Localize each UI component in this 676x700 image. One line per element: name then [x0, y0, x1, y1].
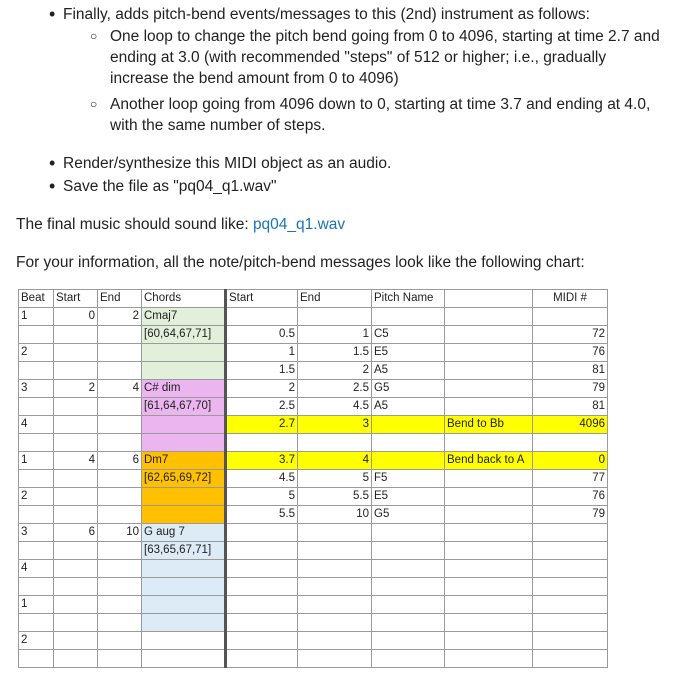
cell-pitch-name: G5 [372, 506, 445, 524]
cell-note-end: 1.5 [298, 344, 372, 362]
table-row [19, 506, 608, 524]
cell-start [54, 614, 98, 632]
header-note-end: End [298, 290, 372, 308]
cell-beat: 3 [19, 524, 54, 542]
cell-bend-label [445, 488, 533, 506]
cell-midi-number [533, 308, 608, 326]
cell-end [98, 470, 142, 488]
cell-note-start: 3.7 [226, 452, 298, 470]
cell-note-start: 5 [226, 488, 298, 506]
cell-end: 6 [98, 452, 142, 470]
cell-end [98, 560, 142, 578]
cell-end: 2 [98, 308, 142, 326]
cell-midi-number [533, 596, 608, 614]
cell-start: 4 [54, 452, 98, 470]
cell-start [54, 560, 98, 578]
cell-beat [19, 434, 54, 452]
cell-pitch-name [372, 452, 445, 470]
cell-note-start [226, 578, 298, 596]
cell-note-start: 1.5 [226, 362, 298, 380]
cell-beat: 4 [19, 560, 54, 578]
cell-midi-number: 76 [533, 488, 608, 506]
cell-start [54, 650, 98, 668]
cell-start: 6 [54, 524, 98, 542]
final-music-label: The final music should sound like: [16, 216, 253, 233]
header-note-start: Start [226, 290, 298, 308]
cell-midi-number [533, 542, 608, 560]
cell-note-end: 5.5 [298, 488, 372, 506]
cell-chords [142, 596, 226, 614]
cell-note-start: 0.5 [226, 326, 298, 344]
cell-midi-number: 72 [533, 326, 608, 344]
cell-midi-number [533, 560, 608, 578]
cell-bend-label [445, 362, 533, 380]
table-row [19, 632, 608, 650]
cell-note-end: 10 [298, 506, 372, 524]
cell-chords: [62,65,69,72] [142, 470, 226, 488]
cell-note-start: 1 [226, 344, 298, 362]
cell-beat [19, 398, 54, 416]
cell-start [54, 344, 98, 362]
cell-pitch-name: E5 [372, 488, 445, 506]
cell-bend-label: Bend back to A [445, 452, 533, 470]
cell-chords [142, 614, 226, 632]
cell-chords: Dm7 [142, 452, 226, 470]
table-row [19, 560, 608, 578]
header-midi-number: MIDI # [533, 290, 608, 308]
cell-end [98, 488, 142, 506]
cell-bend-label [445, 434, 533, 452]
cell-start [54, 434, 98, 452]
cell-end [98, 362, 142, 380]
cell-beat [19, 326, 54, 344]
cell-note-start: 2.7 [226, 416, 298, 434]
sub-bullet-text: One loop to change the pitch bend going from 0 to 4096, starting at time 2.7 and ending at 3.0 (with recommended "steps" of 512 or higher; i.e., gradually increase the bend amount from 0 to 4096) [110, 28, 660, 87]
cell-chords [142, 578, 226, 596]
cell-note-start [226, 614, 298, 632]
cell-pitch-name: F5 [372, 470, 445, 488]
cell-start [54, 488, 98, 506]
cell-chords [142, 434, 226, 452]
table-row [19, 524, 608, 542]
cell-end [98, 578, 142, 596]
table-row [19, 362, 608, 380]
cell-bend-label [445, 308, 533, 326]
cell-beat: 4 [19, 416, 54, 434]
cell-bend-label [445, 344, 533, 362]
cell-pitch-name [372, 434, 445, 452]
cell-pitch-name [372, 650, 445, 668]
cell-midi-number: 0 [533, 452, 608, 470]
header-beat: Beat [19, 290, 54, 308]
cell-chords [142, 632, 226, 650]
cell-pitch-name [372, 416, 445, 434]
cell-beat: 3 [19, 380, 54, 398]
table-row [19, 308, 608, 326]
cell-bend-label [445, 380, 533, 398]
cell-note-start [226, 650, 298, 668]
cell-bend-label [445, 506, 533, 524]
bullet-text: Save the file as "pq04_q1.wav" [63, 178, 277, 195]
cell-end [98, 344, 142, 362]
cell-pitch-name: A5 [372, 362, 445, 380]
cell-start [54, 470, 98, 488]
bullet-text: Render/synthesize this MIDI object as an audio. [63, 155, 392, 172]
cell-pitch-name: E5 [372, 344, 445, 362]
cell-midi-number [533, 434, 608, 452]
table-row [19, 578, 608, 596]
cell-chords [142, 650, 226, 668]
cell-note-end [298, 542, 372, 560]
cell-midi-number: 4096 [533, 416, 608, 434]
cell-bend-label [445, 560, 533, 578]
cell-note-end: 2.5 [298, 380, 372, 398]
cell-midi-number [533, 524, 608, 542]
cell-bend-label [445, 470, 533, 488]
cell-pitch-name [372, 614, 445, 632]
cell-note-start [226, 560, 298, 578]
table-row [19, 488, 608, 506]
audio-file-link[interactable]: pq04_q1.wav [252, 216, 346, 233]
cell-note-end [298, 524, 372, 542]
cell-start [54, 416, 98, 434]
bullet-icon: • [49, 176, 56, 196]
cell-start [54, 542, 98, 560]
cell-note-end [298, 560, 372, 578]
cell-start [54, 506, 98, 524]
header-bend-label [445, 290, 533, 308]
cell-note-end [298, 596, 372, 614]
cell-pitch-name [372, 524, 445, 542]
table-row [19, 650, 608, 668]
cell-bend-label: Bend to Bb [445, 416, 533, 434]
cell-pitch-name [372, 578, 445, 596]
header-pitch-name: Pitch Name [372, 290, 445, 308]
cell-end: 4 [98, 380, 142, 398]
cell-chords [142, 560, 226, 578]
cell-note-end: 2 [298, 362, 372, 380]
cell-midi-number: 81 [533, 362, 608, 380]
cell-bend-label [445, 650, 533, 668]
cell-bend-label [445, 326, 533, 344]
cell-chords: C# dim [142, 380, 226, 398]
cell-note-end: 5 [298, 470, 372, 488]
cell-chords: [61,64,67,70] [142, 398, 226, 416]
table-row [19, 596, 608, 614]
cell-bend-label [445, 632, 533, 650]
cell-note-end [298, 632, 372, 650]
cell-bend-label [445, 524, 533, 542]
cell-end [98, 650, 142, 668]
cell-start [54, 326, 98, 344]
header-start: Start [54, 290, 98, 308]
cell-beat [19, 506, 54, 524]
table-row [19, 614, 608, 632]
cell-chords [142, 488, 226, 506]
cell-note-end: 4.5 [298, 398, 372, 416]
cell-pitch-name [372, 596, 445, 614]
cell-bend-label [445, 398, 533, 416]
table-row [19, 344, 608, 362]
cell-note-end [298, 614, 372, 632]
cell-beat [19, 362, 54, 380]
cell-start [54, 362, 98, 380]
cell-note-end: 4 [298, 452, 372, 470]
cell-midi-number: 77 [533, 470, 608, 488]
header-chords: Chords [142, 290, 226, 308]
cell-midi-number: 81 [533, 398, 608, 416]
cell-beat: 1 [19, 596, 54, 614]
cell-start: 2 [54, 380, 98, 398]
cell-beat [19, 542, 54, 560]
cell-end [98, 416, 142, 434]
cell-note-end: 3 [298, 416, 372, 434]
cell-chords: G aug 7 [142, 524, 226, 542]
cell-pitch-name: G5 [372, 380, 445, 398]
table-row [19, 326, 608, 344]
cell-pitch-name [372, 632, 445, 650]
cell-pitch-name: C5 [372, 326, 445, 344]
cell-end [98, 614, 142, 632]
cell-end [98, 326, 142, 344]
cell-end [98, 398, 142, 416]
final-music-line [16, 214, 345, 235]
cell-note-end [298, 434, 372, 452]
cell-midi-number [533, 650, 608, 668]
midi-chart-table [18, 289, 608, 668]
cell-note-start: 4.5 [226, 470, 298, 488]
header-end: End [98, 290, 142, 308]
cell-chords [142, 416, 226, 434]
cell-beat: 1 [19, 308, 54, 326]
cell-bend-label [445, 542, 533, 560]
cell-pitch-name [372, 308, 445, 326]
cell-midi-number [533, 614, 608, 632]
cell-chords [142, 362, 226, 380]
table-row [19, 416, 608, 434]
table-row [19, 542, 608, 560]
cell-midi-number [533, 578, 608, 596]
cell-midi-number: 76 [533, 344, 608, 362]
cell-bend-label [445, 578, 533, 596]
table-row [19, 452, 608, 470]
circle-bullet-icon: ○ [90, 29, 98, 43]
table-row [19, 434, 608, 452]
sub-bullet-text: Another loop going from 4096 down to 0, starting at time 3.7 and ending at 4.0, with the same number of steps. [110, 96, 651, 134]
cell-bend-label [445, 614, 533, 632]
cell-end [98, 632, 142, 650]
table-row [19, 470, 608, 488]
cell-midi-number: 79 [533, 506, 608, 524]
cell-end: 10 [98, 524, 142, 542]
cell-beat [19, 470, 54, 488]
cell-end [98, 596, 142, 614]
cell-start [54, 398, 98, 416]
cell-note-start: 2.5 [226, 398, 298, 416]
cell-note-start [226, 434, 298, 452]
bullet-icon: • [49, 4, 56, 24]
circle-bullet-icon: ○ [90, 97, 98, 111]
cell-midi-number: 79 [533, 380, 608, 398]
cell-pitch-name [372, 560, 445, 578]
bullet-icon: • [49, 153, 56, 173]
cell-beat: 1 [19, 452, 54, 470]
cell-chords: [63,65,67,71] [142, 542, 226, 560]
cell-note-end: 1 [298, 326, 372, 344]
cell-beat [19, 650, 54, 668]
cell-start [54, 632, 98, 650]
cell-note-start [226, 596, 298, 614]
cell-start [54, 578, 98, 596]
cell-pitch-name: A5 [372, 398, 445, 416]
cell-note-start: 5.5 [226, 506, 298, 524]
cell-pitch-name [372, 542, 445, 560]
cell-note-start [226, 632, 298, 650]
cell-beat [19, 614, 54, 632]
cell-note-start [226, 542, 298, 560]
cell-end [98, 434, 142, 452]
table-header-row [19, 290, 608, 308]
cell-beat: 2 [19, 632, 54, 650]
cell-end [98, 542, 142, 560]
cell-note-start: 2 [226, 380, 298, 398]
cell-chords [142, 506, 226, 524]
cell-note-start [226, 524, 298, 542]
cell-start: 0 [54, 308, 98, 326]
table-row [19, 398, 608, 416]
cell-note-end [298, 650, 372, 668]
cell-beat: 2 [19, 344, 54, 362]
cell-bend-label [445, 596, 533, 614]
cell-chords: Cmaj7 [142, 308, 226, 326]
cell-note-end [298, 308, 372, 326]
cell-beat: 2 [19, 488, 54, 506]
cell-note-end [298, 578, 372, 596]
cell-chords [142, 344, 226, 362]
bullet-text: Finally, adds pitch-bend events/messages to this (2nd) instrument as follows: [63, 6, 590, 23]
info-line: For your information, all the note/pitch-bend messages look like the following chart: [16, 254, 585, 271]
cell-midi-number [533, 632, 608, 650]
cell-start [54, 596, 98, 614]
table-row [19, 380, 608, 398]
cell-note-start [226, 308, 298, 326]
cell-end [98, 506, 142, 524]
cell-beat [19, 578, 54, 596]
cell-chords: [60,64,67,71] [142, 326, 226, 344]
